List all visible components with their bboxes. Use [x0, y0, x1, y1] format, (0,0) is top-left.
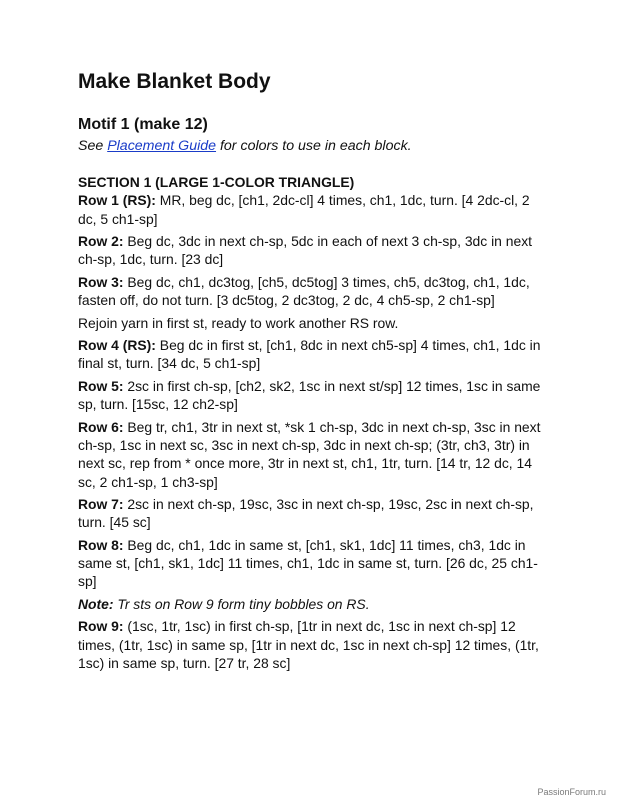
watermark-text: PassionForum.ru: [537, 787, 606, 797]
instruction-row-7: [78, 495, 548, 532]
row-label: Row 2:: [78, 233, 124, 250]
instruction-row-2: [78, 232, 548, 269]
instruction-row-9: [78, 617, 548, 672]
row-label: Row 7:: [78, 496, 124, 513]
motif-heading: Motif 1 (make 12): [78, 116, 208, 133]
instruction-row-4: [78, 336, 548, 373]
row-label: Row 4 (RS):: [78, 337, 156, 354]
row-label: Row 5:: [78, 377, 124, 394]
row-label: Row 3:: [78, 273, 124, 290]
row-text: Beg dc in first st, [ch1, 8dc in next ch5-sp] 4 times, ch1, 1dc in final st, turn. [34 dc, 5 ch1-sp]: [78, 337, 541, 372]
placement-note-prefix: See: [78, 138, 108, 154]
row-label: Row 1 (RS):: [78, 192, 156, 209]
instruction-row-3: [78, 273, 548, 310]
note-text: Tr sts on Row 9 form tiny bobbles on RS.: [113, 595, 370, 612]
row-text: Rejoin yarn in first st, ready to work another RS row.: [78, 314, 399, 331]
row-text: (1sc, 1tr, 1sc) in first ch-sp, [1tr in next dc, 1sc in next ch-sp] 12 times, (1tr, 1sc) in same sp, [1tr in next dc, 1sc in next ch-sp] 12 times, (1tr, 1sc) in same sp, turn. [27 tr, 28 sc]: [78, 618, 539, 671]
pattern-instructions: [78, 173, 548, 676]
instruction-row-6: [78, 418, 548, 491]
rejoin-instruction: [78, 314, 548, 332]
row-text: 2sc in first ch-sp, [ch2, sk2, 1sc in next st/sp] 12 times, 1sc in same sp, turn. [15sc, 12 ch2-sp]: [78, 377, 541, 413]
row-label: Row 8:: [78, 536, 124, 553]
page-title: Make Blanket Body: [78, 70, 271, 93]
row-text: Beg dc, ch1, dc3tog, [ch5, dc5tog] 3 times, ch5, dc3tog, ch1, 1dc, fasten off, do not turn. [3 dc5tog, 2 dc3tog, 2 dc, 4 ch5-sp, 2 ch1-sp]: [78, 273, 530, 309]
instruction-row-1: [78, 191, 548, 228]
instruction-row-5: [78, 377, 548, 414]
note-label: Note:: [78, 595, 114, 612]
row-label: Row 6:: [78, 418, 124, 435]
placement-note: [78, 138, 412, 154]
row-text: Beg tr, ch1, 3tr in next st, *sk 1 ch-sp, 3dc in next ch-sp, 3sc in next ch-sp, 1sc in next sc, 3sc in next ch-sp, 3dc in next ch-sp; (3tr, ch3, 3tr) in next sc, rep from * once more, 3tr in next st, ch1, 1tr, turn. [14 tr, 12 dc, 14 sc, 2 ch1-sp, 1 ch3-sp]: [78, 418, 541, 490]
placement-guide-link[interactable]: Placement Guide: [107, 138, 217, 154]
instruction-row-8: [78, 536, 548, 591]
row-text: Beg dc, 3dc in next ch-sp, 5dc in each of next 3 ch-sp, 3dc in next ch-sp, 1dc, turn. [23 dc]: [78, 233, 532, 268]
row-text: 2sc in next ch-sp, 19sc, 3sc in next ch-sp, 19sc, 2sc in next ch-sp, turn. [45 sc]: [78, 496, 534, 531]
placement-note-suffix: for colors to use in each block.: [216, 138, 412, 154]
row-label: Row 9:: [78, 618, 124, 635]
section-heading: SECTION 1 (LARGE 1-COLOR TRIANGLE): [78, 174, 355, 190]
bobble-note: [78, 595, 548, 613]
row-text: MR, beg dc, [ch1, 2dc-cl] 4 times, ch1, 1dc, turn. [4 2dc-cl, 2 dc, 5 ch1-sp]: [78, 192, 530, 227]
row-text: Beg dc, ch1, 1dc in same st, [ch1, sk1, 1dc] 11 times, ch3, 1dc in same st, [ch1, sk1, 1dc] 11 times, ch1, 1dc in same st, turn. [26 dc, 25 ch1-sp]: [78, 536, 538, 590]
